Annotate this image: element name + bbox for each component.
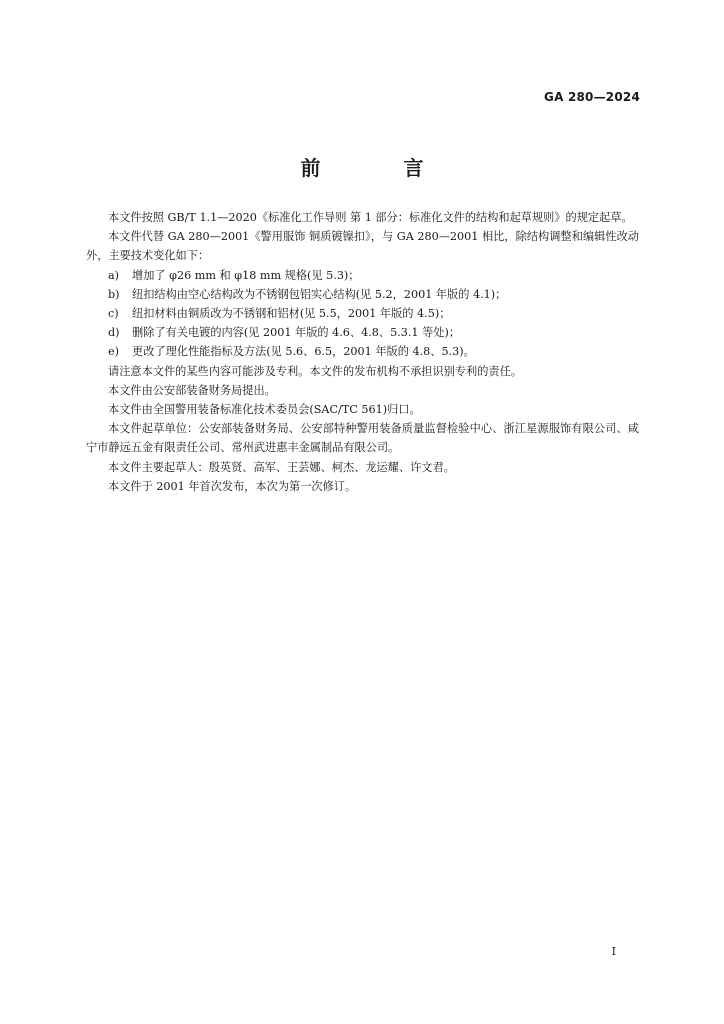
- closing-paragraph: 本文件于 2001 年首次发布，本次为第一次修订。: [108, 479, 357, 493]
- change-mark: e): [108, 345, 119, 359]
- change-text: 更改了理化性能指标及方法(见 5.6、6.5，2001 年版的 4.8、5.3)。: [132, 345, 475, 359]
- intro-paragraph: 本文件代替 GA 280—2001《警用服饰 铜质镀镍扣》，与 GA 280—2001 相比，除结构调整和编辑性改动外，主要技术变化如下：: [86, 230, 639, 263]
- closing-paragraph: 本文件由全国警用装备标准化技术委员会(SAC/TC 561)归口。: [108, 403, 421, 417]
- change-item: [86, 266, 639, 285]
- page-number: I: [611, 945, 616, 958]
- change-item: [86, 304, 639, 323]
- closing-paragraph: 本文件起草单位：公安部装备财务局、公安部特种警用装备质量监督检验中心、浙江星源服饰有限公司、咸宁市静远五金有限责任公司、常州武进惠丰金属制品有限公司。: [86, 422, 639, 455]
- change-mark: b): [108, 287, 120, 301]
- change-item: [86, 323, 639, 342]
- change-item: [86, 285, 639, 304]
- closing-paragraph: 本文件主要起草人：殷英贤、高军、王芸娜、柯杰、龙运耀、许文君。: [108, 460, 455, 474]
- change-mark: c): [108, 307, 119, 321]
- change-item: [86, 342, 639, 361]
- intro-paragraph: 本文件按照 GB/T 1.1—2020《标准化工作导则 第 1 部分：标准化文件的结构和起草规则》的规定起草。: [108, 211, 633, 224]
- foreword-body: [86, 208, 639, 496]
- closing-paragraph: 本文件由公安部装备财务局提出。: [108, 383, 276, 397]
- change-mark: a): [108, 268, 120, 282]
- closing-paragraph: 请注意本文件的某些内容可能涉及专利。本文件的发布机构不承担识别专利的责任。: [108, 364, 522, 378]
- change-text: 纽扣材料由铜质改为不锈钢和铝材(见 5.5，2001 年版的 4.5)；: [132, 307, 451, 321]
- change-text: 增加了 φ26 mm 和 φ18 mm 规格(见 5.3)；: [132, 268, 360, 282]
- change-text: 纽扣结构由空心结构改为不锈钢包铝实心结构(见 5.2，2001 年版的 4.1)；: [132, 287, 507, 301]
- change-mark: d): [108, 326, 120, 340]
- standard-code: GA 280—2024: [544, 90, 640, 104]
- change-text: 删除了有关电镀的内容(见 2001 年版的 4.6、4.8、5.3.1 等处)；: [132, 326, 461, 340]
- page-title: 前 言: [300, 156, 462, 180]
